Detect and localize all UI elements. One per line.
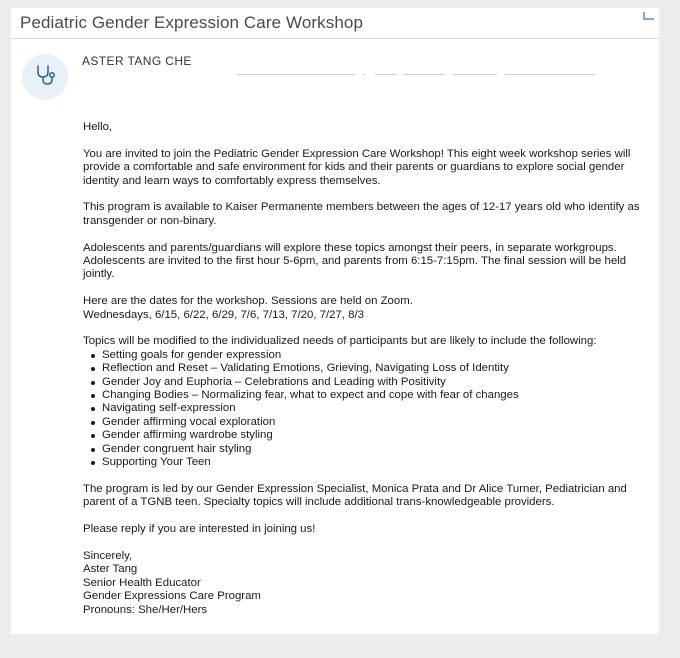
topic-item: Gender affirming vocal exploration (102, 416, 655, 429)
signature-closing: Sincerely, (83, 549, 133, 562)
topic-item: Navigating self-expression (102, 402, 655, 415)
eligibility-paragraph: This program is available to Kaiser Permanente members between the ages of 12-17 years old who identify as transgender or non-binary. (83, 201, 640, 227)
intro-paragraph: You are invited to join the Pediatric Gender Expression Care Workshop! This eight week workshop series will provide a comfortable and safe environment for kids and their parents or guardians to explore social gender identity and learn ways to comfortably express themselves. (83, 147, 631, 187)
signature (83, 550, 655, 617)
expand-icon[interactable] (643, 8, 655, 18)
signature-program: Gender Expressions Care Program (83, 590, 261, 603)
signature-name: Aster Tang (83, 563, 138, 576)
dates-intro: Here are the dates for the workshop. Sessions are held on Zoom. (83, 295, 413, 308)
email-panel (11, 8, 659, 634)
topic-item: Setting goals for gender expression (102, 349, 655, 362)
topic-item: Reflection and Reset – Validating Emotions, Grieving, Navigating Loss of Identity (102, 362, 655, 375)
leaders-paragraph: The program is led by our Gender Expression Specialist, Monica Prata and Dr Alice Turner, Pediatrician and parent of a TGNB teen. Specialty topics will include additional trans-knowledgeable providers. (83, 482, 627, 509)
email-body (83, 121, 655, 617)
topics-block (83, 335, 655, 469)
topics-list (83, 349, 655, 470)
signature-title: Senior Health Educator (83, 576, 201, 589)
sender-avatar (22, 54, 68, 100)
format-paragraph: Adolescents and parents/guardians will explore these topics amongst their peers, in separate workgroups. Adolescents are invited to the first hour 5-6pm, and parents from 6:15-7:15pm. The final session will be held jointly. (83, 241, 627, 281)
greeting: Hello, (83, 121, 113, 133)
subject-divider (11, 38, 659, 39)
topic-item: Gender congruent hair styling (102, 443, 655, 456)
topic-item: Gender Joy and Euphoria – Celebrations and Leading with Positivity (102, 376, 655, 389)
reply-paragraph: Please reply if you are interested in joining us! (83, 523, 316, 536)
session-dates: Wednesdays, 6/15, 6/22, 6/29, 7/6, 7/13, 7/20, 7/27, 8/3 (83, 308, 364, 321)
signature-pronouns: Pronouns: She/Her/Hers (83, 603, 208, 616)
recipients-line (237, 74, 652, 76)
topic-item: Changing Bodies – Normalizing fear, what to expect and cope with fear of changes (102, 389, 655, 402)
topic-item: Gender affirming wardrobe styling (102, 429, 655, 442)
topics-intro: Topics will be modified to the individualized needs of participants but are likely to include the following: (83, 335, 597, 348)
topic-item: Supporting Your Teen (102, 456, 655, 469)
stethoscope-icon (33, 63, 57, 92)
email-subject: Pediatric Gender Expression Care Workshop (20, 13, 363, 32)
sender-name[interactable]: ASTER TANG CHE (82, 54, 192, 68)
dates-paragraph (83, 295, 655, 322)
